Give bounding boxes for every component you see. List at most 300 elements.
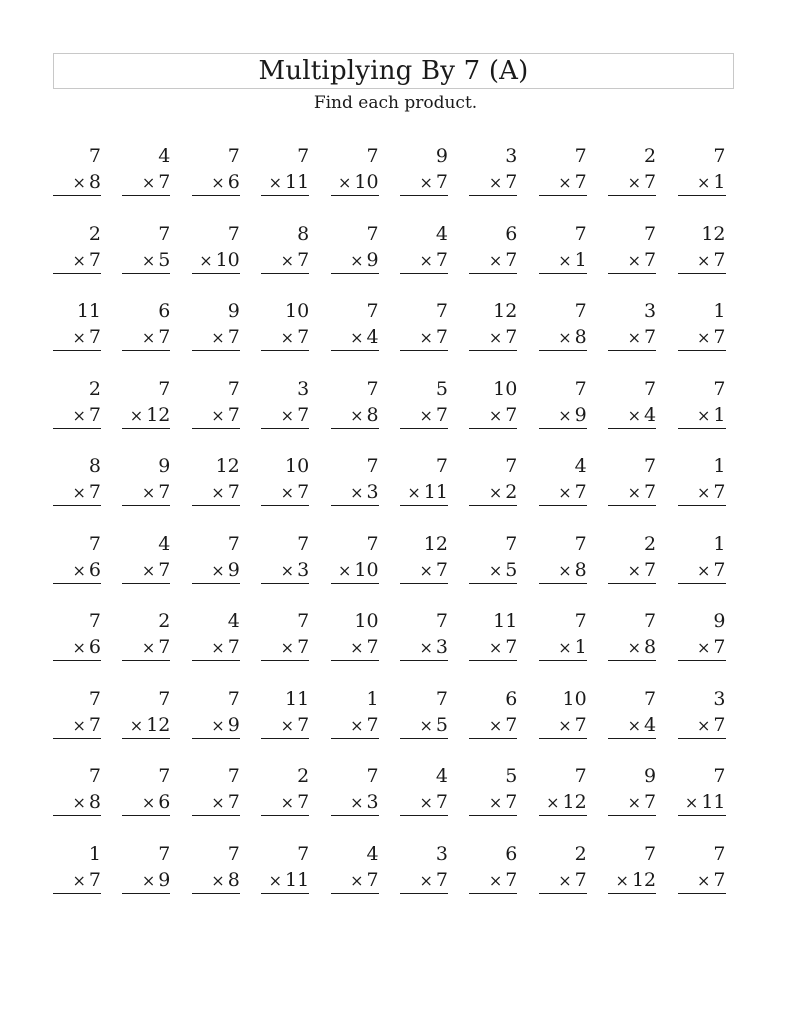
multiplier-line	[338, 171, 379, 194]
times-sign: ×	[211, 715, 225, 735]
multiplier: 7	[158, 171, 171, 193]
multiplier: 7	[158, 558, 171, 581]
multiplication-problem	[261, 143, 309, 195]
multiplicand: 10	[354, 610, 379, 632]
problem-cell	[466, 453, 535, 531]
times-sign: ×	[558, 715, 572, 735]
multiplication-problem	[331, 531, 379, 583]
multiplication-problem	[400, 686, 448, 738]
answer-line	[678, 583, 726, 584]
multiplier-line	[697, 481, 726, 504]
worksheet-title: Multiplying By 7 (A)	[258, 56, 529, 86]
answer-line	[400, 428, 448, 429]
answer-line	[469, 660, 517, 661]
answer-line	[400, 350, 448, 351]
multiplicand: 7	[88, 765, 101, 787]
problem-cell	[397, 143, 466, 221]
multiplication-problem	[53, 298, 101, 350]
problem-cell	[258, 686, 327, 764]
problem-cell	[605, 298, 674, 376]
multiplication-problem	[331, 143, 379, 195]
times-sign: ×	[72, 870, 86, 890]
multiplier: 5	[505, 558, 518, 581]
multiplier: 2	[505, 481, 518, 503]
answer-line	[261, 660, 309, 661]
times-sign: ×	[419, 328, 433, 347]
multiplier: 1	[574, 248, 587, 271]
multiplicand: 6	[505, 687, 518, 710]
problem-cell	[605, 376, 674, 454]
answer-line	[122, 428, 170, 429]
multiplier: 6	[227, 171, 240, 193]
answer-line	[331, 350, 379, 351]
multiplicand: 10	[562, 687, 587, 710]
times-sign: ×	[350, 638, 364, 657]
answer-line	[539, 660, 587, 661]
answer-line	[539, 350, 587, 351]
multiplier-line	[628, 636, 657, 659]
multiplicand: 7	[366, 765, 379, 787]
multiplier-line	[142, 869, 171, 892]
problem-cell	[328, 841, 397, 919]
times-sign: ×	[72, 173, 86, 192]
multiplicand: 12	[423, 532, 448, 555]
multiplier-line	[419, 791, 448, 814]
times-sign: ×	[419, 638, 433, 657]
answer-line	[122, 660, 170, 661]
multiplication-problem	[539, 763, 587, 815]
multiplication-problem	[469, 143, 517, 195]
multiplier-line	[697, 636, 726, 659]
times-sign: ×	[337, 173, 352, 192]
problem-cell	[189, 608, 258, 686]
multiplication-problem	[400, 531, 448, 583]
answer-line	[331, 273, 379, 274]
answer-line	[539, 505, 587, 506]
times-sign: ×	[72, 560, 86, 580]
multiplication-problem	[469, 298, 517, 350]
answer-line	[469, 738, 517, 739]
problem-cell	[258, 376, 327, 454]
multiplier: 7	[366, 713, 379, 736]
multiplicand: 7	[713, 765, 726, 787]
times-sign: ×	[72, 405, 86, 425]
answer-line	[192, 273, 240, 274]
answer-line	[53, 893, 101, 894]
multiplier-line	[628, 559, 657, 582]
multiplication-problem	[122, 531, 170, 583]
times-sign: ×	[280, 483, 295, 502]
multiplication-problem	[539, 608, 587, 660]
answer-line	[678, 350, 726, 351]
multiplier: 7	[505, 171, 518, 193]
multiplicand: 7	[158, 377, 171, 400]
multiplier: 11	[284, 171, 310, 193]
times-sign: ×	[141, 560, 156, 580]
answer-line	[539, 195, 587, 196]
answer-line	[122, 738, 170, 739]
multiplier: 7	[297, 636, 310, 658]
multiplier-line	[628, 714, 657, 737]
multiplier: 8	[644, 636, 657, 658]
multiplication-problem	[678, 841, 726, 893]
times-sign: ×	[684, 793, 699, 812]
multiplication-problem	[331, 376, 379, 428]
problem-cell	[397, 221, 466, 299]
problem-cell	[675, 763, 744, 841]
multiplier-line	[73, 869, 102, 892]
multiplicand: 7	[574, 765, 587, 787]
multiplier-line	[142, 481, 171, 504]
multiplier: 3	[435, 636, 448, 658]
answer-line	[678, 428, 726, 429]
problem-cell	[536, 221, 605, 299]
multiplier: 7	[644, 791, 657, 813]
multiplier: 7	[297, 403, 310, 426]
multiplication-problem	[678, 298, 726, 350]
answer-line	[608, 505, 656, 506]
multiplier-line	[142, 559, 171, 582]
problem-cell	[397, 686, 466, 764]
problem-cell	[50, 221, 119, 299]
problem-cell	[258, 221, 327, 299]
problem-cell	[50, 453, 119, 531]
multiplier-line	[269, 869, 310, 892]
multiplier: 7	[713, 481, 726, 503]
multiplier: 7	[713, 713, 726, 736]
multiplier: 7	[435, 403, 448, 426]
multiplication-problem	[678, 376, 726, 428]
multiplier-line	[281, 636, 310, 659]
times-sign: ×	[558, 638, 572, 657]
times-sign: ×	[488, 638, 503, 657]
problem-cell	[328, 376, 397, 454]
multiplicand: 7	[574, 300, 587, 322]
multiplier-line	[489, 326, 518, 349]
multiplication-problem	[261, 686, 309, 738]
multiplication-problem	[122, 686, 170, 738]
problem-cell	[536, 841, 605, 919]
problem-cell	[328, 608, 397, 686]
multiplier: 1	[574, 636, 587, 658]
multiplication-problem	[331, 686, 379, 738]
times-sign: ×	[211, 483, 225, 502]
multiplier: 8	[366, 403, 379, 426]
multiplication-problem	[608, 608, 656, 660]
answer-line	[261, 583, 309, 584]
problem-cell	[189, 841, 258, 919]
multiplication-problem	[122, 143, 170, 195]
problem-cell	[675, 298, 744, 376]
answer-line	[608, 893, 656, 894]
answer-line	[53, 583, 101, 584]
multiplication-problem	[469, 763, 517, 815]
multiplicand: 7	[297, 842, 310, 865]
multiplier-line	[628, 791, 657, 814]
multiplicand: 7	[366, 532, 379, 555]
times-sign: ×	[627, 250, 642, 270]
multiplier: 7	[505, 403, 518, 426]
problem-cell	[605, 453, 674, 531]
multiplier: 7	[297, 713, 310, 736]
problem-cell	[258, 453, 327, 531]
answer-line	[608, 660, 656, 661]
times-sign: ×	[72, 250, 86, 270]
problem-cell	[50, 763, 119, 841]
times-sign: ×	[350, 715, 364, 735]
times-sign: ×	[72, 715, 86, 735]
answer-line	[608, 583, 656, 584]
multiplier: 4	[366, 326, 379, 348]
multiplicand: 9	[644, 765, 657, 787]
multiplicand: 7	[297, 532, 310, 555]
problem-cell	[119, 298, 188, 376]
times-sign: ×	[211, 638, 225, 657]
problem-cell	[675, 376, 744, 454]
problem-cell	[50, 841, 119, 919]
times-sign: ×	[141, 250, 156, 270]
multiplier-line	[558, 636, 587, 659]
multiplier: 10	[354, 171, 379, 193]
multiplicand: 7	[366, 145, 379, 167]
problem-cell	[119, 221, 188, 299]
multiplier-line	[73, 481, 102, 504]
multiplicand: 4	[158, 145, 171, 167]
multiplicand: 8	[297, 222, 310, 245]
multiplier: 3	[366, 481, 379, 503]
multiplicand: 7	[574, 222, 587, 245]
multiplicand: 7	[644, 222, 657, 245]
multiplier: 7	[505, 713, 518, 736]
multiplicand: 6	[158, 300, 171, 322]
answer-line	[469, 505, 517, 506]
multiplier-line	[419, 404, 448, 427]
multiplication-problem	[122, 376, 170, 428]
multiplication-problem	[539, 531, 587, 583]
answer-line	[539, 583, 587, 584]
multiplicand: 7	[88, 687, 101, 710]
problem-cell	[675, 608, 744, 686]
multiplicand: 7	[366, 222, 379, 245]
multiplier: 12	[146, 713, 171, 736]
problem-cell	[605, 686, 674, 764]
problem-cell	[189, 763, 258, 841]
multiplier: 7	[713, 868, 726, 891]
multiplier: 7	[88, 868, 101, 891]
multiplicand: 7	[574, 532, 587, 555]
multiplicand: 12	[215, 455, 240, 477]
problem-cell	[397, 841, 466, 919]
answer-line	[261, 738, 309, 739]
times-sign: ×	[419, 560, 433, 580]
multiplier-line	[338, 559, 379, 582]
multiplier-line	[211, 559, 240, 582]
multiplication-problem	[331, 608, 379, 660]
multiplier-line	[558, 481, 587, 504]
multiplier-line	[281, 559, 310, 582]
multiplier: 7	[435, 868, 448, 891]
problem-cell	[536, 298, 605, 376]
multiplier-line	[211, 171, 240, 194]
multiplicand: 2	[88, 222, 101, 245]
multiplier-line	[489, 869, 518, 892]
multiplier: 6	[158, 791, 171, 813]
multiplication-problem	[192, 531, 240, 583]
problem-cell	[536, 531, 605, 609]
multiplier: 4	[644, 713, 657, 736]
multiplier: 8	[574, 326, 587, 348]
multiplier-line	[73, 714, 102, 737]
answer-line	[469, 273, 517, 274]
problem-cell	[397, 376, 466, 454]
multiplier-line	[489, 791, 518, 814]
multiplicand: 7	[713, 377, 726, 400]
times-sign: ×	[697, 870, 711, 890]
answer-line	[678, 273, 726, 274]
multiplier-line	[73, 636, 102, 659]
answer-line	[608, 738, 656, 739]
answer-line	[192, 583, 240, 584]
multiplier-line	[211, 326, 240, 349]
times-sign: ×	[546, 793, 560, 812]
multiplicand: 1	[713, 455, 726, 477]
answer-line	[539, 738, 587, 739]
multiplier-line	[697, 714, 726, 737]
multiplier: 7	[88, 713, 101, 736]
multiplication-problem	[192, 841, 240, 893]
problem-cell	[189, 686, 258, 764]
answer-line	[331, 660, 379, 661]
multiplier-line	[142, 636, 171, 659]
multiplicand: 7	[227, 377, 240, 400]
multiplier-line	[489, 249, 518, 272]
multiplier-line	[281, 326, 310, 349]
multiplier: 6	[88, 636, 101, 658]
multiplier: 7	[435, 326, 448, 348]
multiplier-line	[628, 481, 657, 504]
multiplier-line	[211, 869, 240, 892]
multiplication-problem	[53, 221, 101, 273]
times-sign: ×	[350, 250, 364, 270]
multiplicand: 6	[505, 222, 518, 245]
times-sign: ×	[141, 173, 156, 192]
multiplier: 7	[574, 713, 587, 736]
multiplication-problem	[53, 453, 101, 505]
problem-cell	[119, 763, 188, 841]
multiplication-problem	[331, 763, 379, 815]
answer-line	[192, 195, 240, 196]
multiplier: 8	[88, 791, 101, 813]
multiplicand: 2	[644, 532, 657, 555]
answer-line	[192, 815, 240, 816]
multiplier: 7	[574, 481, 587, 503]
multiplication-problem	[400, 221, 448, 273]
answer-line	[678, 815, 726, 816]
times-sign: ×	[199, 250, 213, 270]
multiplication-problem	[192, 298, 240, 350]
multiplicand: 5	[505, 765, 518, 787]
multiplicand: 10	[284, 300, 310, 322]
multiplicand: 4	[435, 765, 448, 787]
multiplicand: 5	[435, 377, 448, 400]
multiplier-line	[142, 171, 171, 194]
multiplier: 11	[284, 868, 310, 891]
multiplier: 7	[88, 403, 101, 426]
times-sign: ×	[350, 870, 364, 890]
multiplicand: 10	[493, 377, 518, 400]
multiplier-line	[211, 481, 240, 504]
multiplication-problem	[608, 143, 656, 195]
problem-cell	[328, 143, 397, 221]
multiplier-line	[489, 636, 518, 659]
multiplication-problem	[400, 298, 448, 350]
multiplication-problem	[608, 376, 656, 428]
multiplier: 4	[644, 403, 657, 426]
times-sign: ×	[350, 405, 364, 425]
multiplier-line	[211, 791, 240, 814]
problem-cell	[466, 841, 535, 919]
problem-cell	[328, 686, 397, 764]
multiplication-problem	[53, 686, 101, 738]
times-sign: ×	[141, 870, 156, 890]
times-sign: ×	[350, 328, 364, 347]
multiplication-problem	[608, 453, 656, 505]
multiplication-problem	[331, 841, 379, 893]
answer-line	[400, 273, 448, 274]
multiplicand: 7	[644, 377, 657, 400]
times-sign: ×	[697, 715, 711, 735]
multiplier-line	[419, 249, 448, 272]
problem-cell	[397, 531, 466, 609]
times-sign: ×	[72, 328, 86, 347]
multiplication-problem	[400, 143, 448, 195]
times-sign: ×	[419, 715, 433, 735]
problem-cell	[536, 453, 605, 531]
multiplication-problem	[400, 608, 448, 660]
problem-cell	[189, 376, 258, 454]
answer-line	[53, 350, 101, 351]
multiplier-line	[73, 171, 102, 194]
multiplication-problem	[261, 608, 309, 660]
answer-line	[469, 195, 517, 196]
times-sign: ×	[280, 405, 295, 425]
multiplier: 7	[713, 326, 726, 348]
multiplication-problem	[192, 453, 240, 505]
multiplier: 6	[88, 558, 101, 581]
multiplicand: 4	[574, 455, 587, 477]
multiplicand: 2	[644, 145, 657, 167]
multiplication-problem	[261, 221, 309, 273]
problem-cell	[258, 143, 327, 221]
multiplier-line	[211, 636, 240, 659]
multiplier: 7	[297, 791, 310, 813]
times-sign: ×	[72, 483, 86, 502]
multiplication-problem	[678, 453, 726, 505]
problem-cell	[189, 221, 258, 299]
multiplier-line	[130, 714, 171, 737]
problem-cell	[50, 531, 119, 609]
answer-line	[469, 893, 517, 894]
problem-cell	[50, 608, 119, 686]
multiplicand: 7	[88, 145, 101, 167]
problem-cell	[258, 608, 327, 686]
answer-line	[122, 195, 170, 196]
multiplication-problem	[261, 298, 309, 350]
multiplicand: 11	[284, 687, 310, 710]
problem-cell	[189, 531, 258, 609]
times-sign: ×	[488, 405, 503, 425]
multiplier-line	[628, 326, 657, 349]
